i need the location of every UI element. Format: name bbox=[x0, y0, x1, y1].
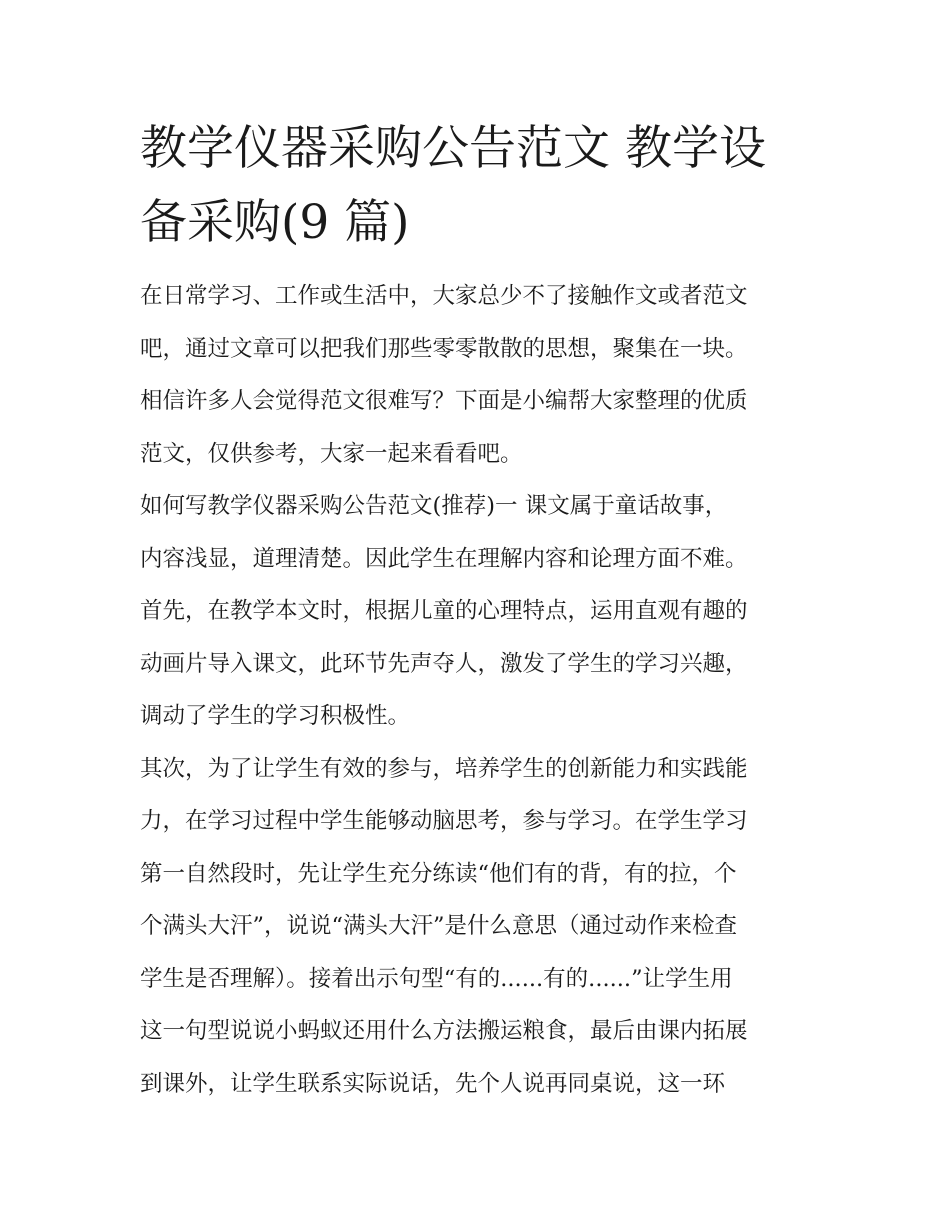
text-line: 到课外，让学生联系实际说话，先个人说再同桌说，这一环 bbox=[140, 1070, 726, 1097]
text-line: 第一自然段时，先让学生充分练读“他们有的背，有的拉，个 bbox=[140, 860, 737, 887]
text-line: 内容浅显，道理清楚。因此学生在理解内容和论理方面不难。 bbox=[140, 545, 748, 572]
body-paragraph-2 bbox=[140, 743, 820, 1111]
intro-paragraph bbox=[140, 270, 820, 480]
document-title bbox=[140, 112, 820, 260]
text-line: 调动了学生的学习积极性。 bbox=[140, 703, 411, 729]
text-line: 其次，为了让学生有效的参与，培养学生的创新能力和实践能 bbox=[140, 755, 748, 782]
text-line: 这一句型说说小蚂蚁还用什么方法搬运粮食，最后由课内拓展 bbox=[140, 1018, 748, 1044]
text-line: 力，在学习过程中学生能够动脑思考，参与学习。在学生学习 bbox=[140, 808, 748, 834]
text-line: 个满头大汗”，说说“满头大汗”是什么意思（通过动作来检查 bbox=[140, 913, 738, 939]
text-line: 相信许多人会觉得范文很难写？下面是小编帮大家整理的优质 bbox=[140, 388, 748, 414]
text-line: 吧，通过文章可以把我们那些零零散散的思想，聚集在一块。 bbox=[140, 335, 748, 362]
text-line: 学生是否理解）。接着出示句型“有的......有的......”让学生用 bbox=[140, 965, 733, 992]
text-line: 范文，仅供参考，大家一起来看看吧。 bbox=[140, 440, 523, 467]
document-content bbox=[140, 112, 820, 1110]
title-line: 备采购(9 篇) bbox=[140, 195, 410, 250]
title-line: 教学仪器采购公告范文 教学设 bbox=[140, 121, 766, 176]
text-line: 首先，在教学本文时，根据儿童的心理特点，运用直观有趣的 bbox=[140, 598, 748, 624]
body-paragraph-1 bbox=[140, 480, 820, 743]
text-line: 在日常学习、工作或生活中，大家总少不了接触作文或者范文 bbox=[140, 283, 748, 309]
text-line: 如何写教学仪器采购公告范文(推荐)一 课文属于童话故事， bbox=[140, 493, 728, 519]
text-line: 动画片导入课文，此环节先声夺人，激发了学生的学习兴趣， bbox=[140, 650, 748, 677]
